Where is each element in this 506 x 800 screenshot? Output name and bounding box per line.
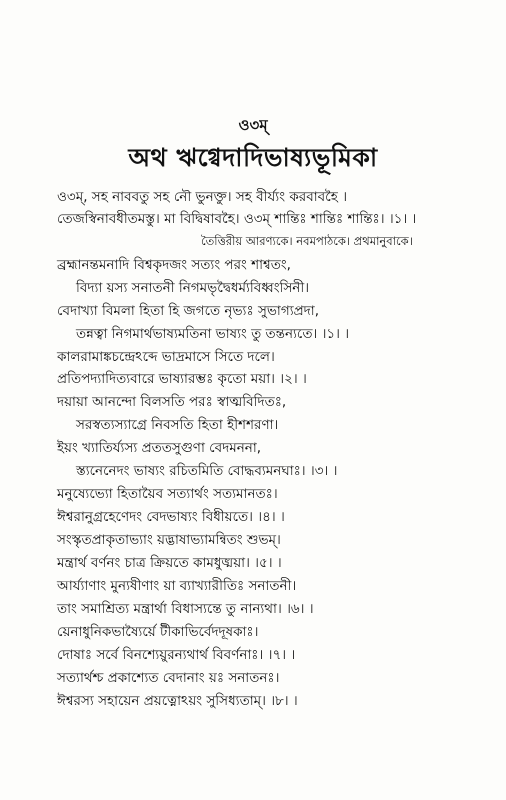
text-line-23: ঈশ্বরস্য সহায়েন প্রয়ত্নোঽয়ং সুসিধ্যতাম্। ।৮। । <box>57 693 298 709</box>
text-line-1: ও৩ম্, সহ নাববতু সহ নৌ ভুনক্তু। সহ বীর্য্যং করবাবহৈ । <box>57 189 348 205</box>
text-line-18: আর্য্যাণাং মুন্যষীণাং য়া ব্যাখ্যারীতিঃ সনাতনী। <box>57 578 297 594</box>
source-note: তৈত্তিরীয় আরণ্যকে। নবমপাঠকে। প্রথমানুবাকে। <box>201 234 413 248</box>
text-line-10: দয়ায়া আনন্দো বিলসতি পরঃ স্বাত্মবিদিতঃ, <box>57 394 287 410</box>
text-line-13: স্ত্যনেনেদং ভাষ্যং রচিতমিতি বোদ্ধব্যমনঘাঃ। ।৩। । <box>76 463 338 479</box>
text-line-14: মনুষ্যেভ্যো হিতায়ৈব সত্যার্থং সত্যমানতঃ। <box>57 486 278 502</box>
text-line-20: য়েনাধুনিকভাষ্যৈর্য়ে টীকাভির্বেদদূষকাঃ। <box>57 624 259 640</box>
page-title: অথ ঋগ্বেদাদিভাষ্যভূমিকা <box>128 143 378 172</box>
text-line-2: তেজস্বিনাবধীতমস্তু। মা বিদ্বিষাবহৈ। ও৩ম্ শান্তিঃ শান্তিঃ শান্তিঃ। ।১। । <box>57 211 417 227</box>
text-line-12: ইয়ং খ্যাতির্য্যস্য প্রততসুগুণা বেদমননা, <box>57 440 262 456</box>
text-line-4: ব্রহ্মানন্তমনাদি বিশ্বকৃদজং সত্যং পরং শাশ্বতং, <box>57 257 291 273</box>
text-line-16: সংস্কৃতপ্রাকৃতাভ্যাং য়দ্ভাষাভ্যামন্বিতং শুভম্। <box>57 532 281 548</box>
text-line-5: বিদ্যা য়স্য সনাতনী নিগমভৃদ্বৈধর্ম্যবিধ্বংসিনী। <box>76 280 310 296</box>
text-line-9: প্রতিপদ্যাদিত্যবারে ভাষ্যারম্ভঃ কৃতো ময়া। ।২। । <box>57 371 307 387</box>
text-line-8: কালরামাঙ্কচন্দ্রেঽব্দে ভাদ্রমাসে সিতে দলে। <box>57 349 275 365</box>
text-line-15: ঈশ্বরানুগ্রহেণেদং বেদভাষ্যং বিধীয়তে। ।৪। । <box>57 509 285 525</box>
om-heading: ও৩ম্ <box>238 116 268 134</box>
text-line-17: মন্ত্রার্থ বর্ণনং চাত্র ক্রিয়তে কামধুঙ্ময়া। ।৫। । <box>57 555 282 571</box>
text-line-7: তন্নত্বা নিগমার্থভাষ্যমতিনা ভাষ্যং তু তন্তন্যতে। ।১। । <box>76 326 350 342</box>
text-line-19: তাং সমাশ্রিত্য মন্ত্রার্থা বিধাস্যন্তে তু নান্যথা। ।৬। । <box>57 601 314 617</box>
text-line-22: সত্যার্থশ্চ প্রকাশ্যেত বেদানাং য়ঃ সনাতনঃ। <box>57 670 280 686</box>
text-line-6: বেদাখ্যা বিমলা হিতা হি জগতে নৃভ্যঃ সুভাগ্যপ্রদা, <box>57 303 319 319</box>
text-line-11: সরস্বত্যস্যাগ্রে নিবসতি হিতা হীশশরণা। <box>76 417 279 433</box>
text-line-21: দোষাঃ সর্বে বিনশ্যেয়ুরন্যথার্থ বিবর্ণনাঃ। ।৭। । <box>57 647 296 663</box>
